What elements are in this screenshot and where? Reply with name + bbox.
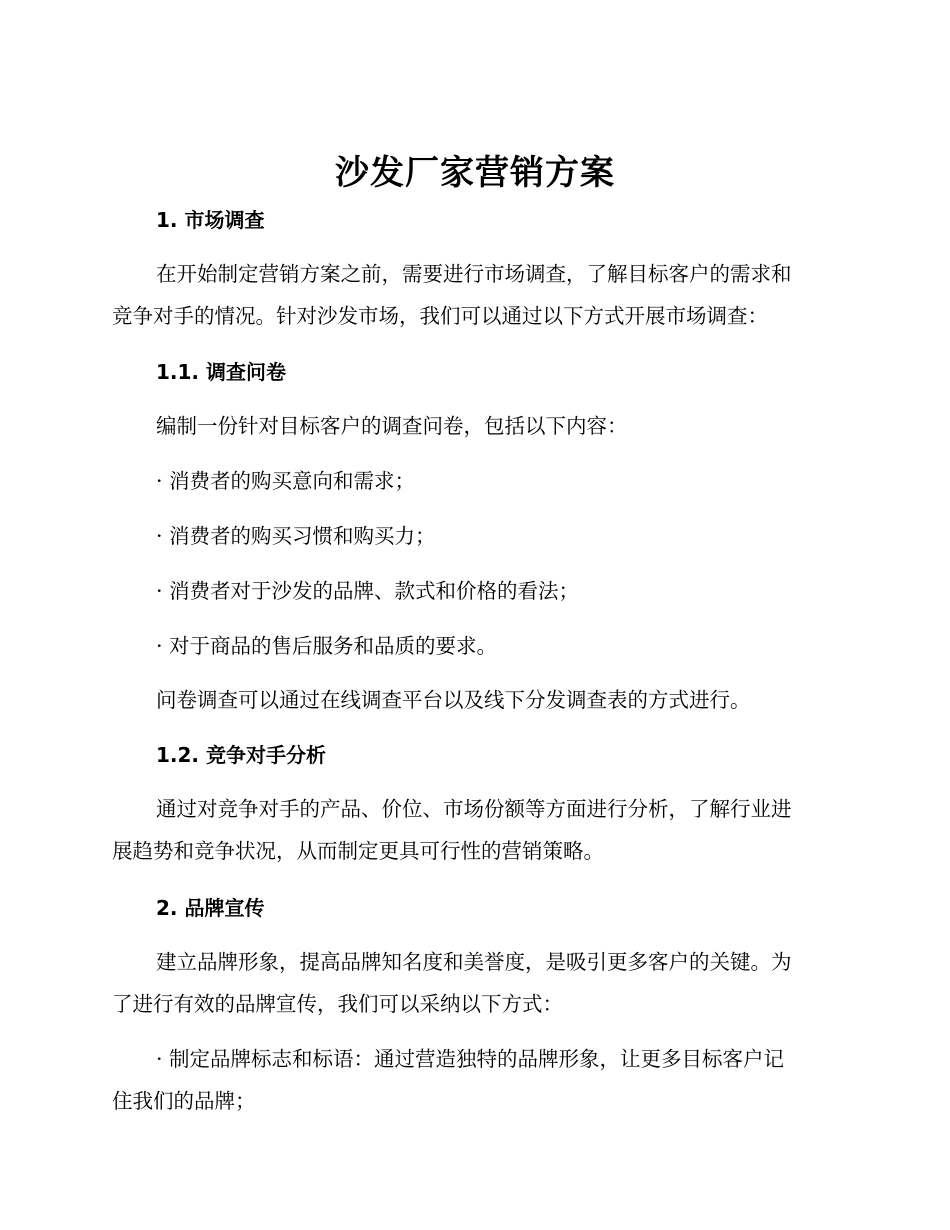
questionnaire-method: 问卷调查可以通过在线调查平台以及线下分发调查表的方式进行。 [156, 688, 751, 712]
paragraph-line: 了进行有效的品牌宣传，我们可以采纳以下方式： [112, 992, 563, 1016]
paragraph-brand-promotion [112, 941, 842, 1025]
bullet-item: · 对于商品的售后服务和品质的要求。 [156, 634, 498, 658]
bullet-item-brand-logo [112, 1038, 842, 1122]
section-heading-brand-promotion: 2. 品牌宣传 [156, 896, 265, 920]
paragraph-line: 建立品牌形象，提高品牌知名度和美誉度，是吸引更多客户的关键。为 [156, 950, 792, 974]
paragraph-line: · 制定品牌标志和标语：通过营造独特的品牌形象，让更多目标客户记 [156, 1047, 785, 1071]
paragraph-line: 在开始制定营销方案之前，需要进行市场调查，了解目标客户的需求和 [156, 262, 792, 286]
paragraph-competitor-analysis [112, 788, 842, 872]
paragraph-market-research-intro [112, 253, 842, 337]
bullet-item: · 消费者的购买习惯和购买力； [156, 524, 436, 548]
paragraph-line: 通过对竞争对手的产品、价位、市场份额等方面进行分析，了解行业进 [156, 797, 792, 821]
paragraph-line: 竞争对手的情况。针对沙发市场，我们可以通过以下方式开展市场调查： [112, 304, 768, 328]
questionnaire-intro: 编制一份针对目标客户的调查问卷，包括以下内容： [156, 414, 628, 438]
bullet-item: · 消费者对于沙发的品牌、款式和价格的看法； [156, 579, 580, 603]
bullet-item: · 消费者的购买意向和需求； [156, 469, 416, 493]
paragraph-line: 展趋势和竞争状况，从而制定更具可行性的营销策略。 [112, 839, 604, 863]
subsection-heading-competitor-analysis: 1.2. 竞争对手分析 [156, 743, 326, 767]
subsection-heading-questionnaire: 1.1. 调查问卷 [156, 360, 286, 384]
section-heading-market-research: 1. 市场调查 [156, 208, 265, 232]
document-title: 沙发厂家营销方案 [335, 153, 615, 193]
paragraph-line: 住我们的品牌； [112, 1089, 256, 1113]
